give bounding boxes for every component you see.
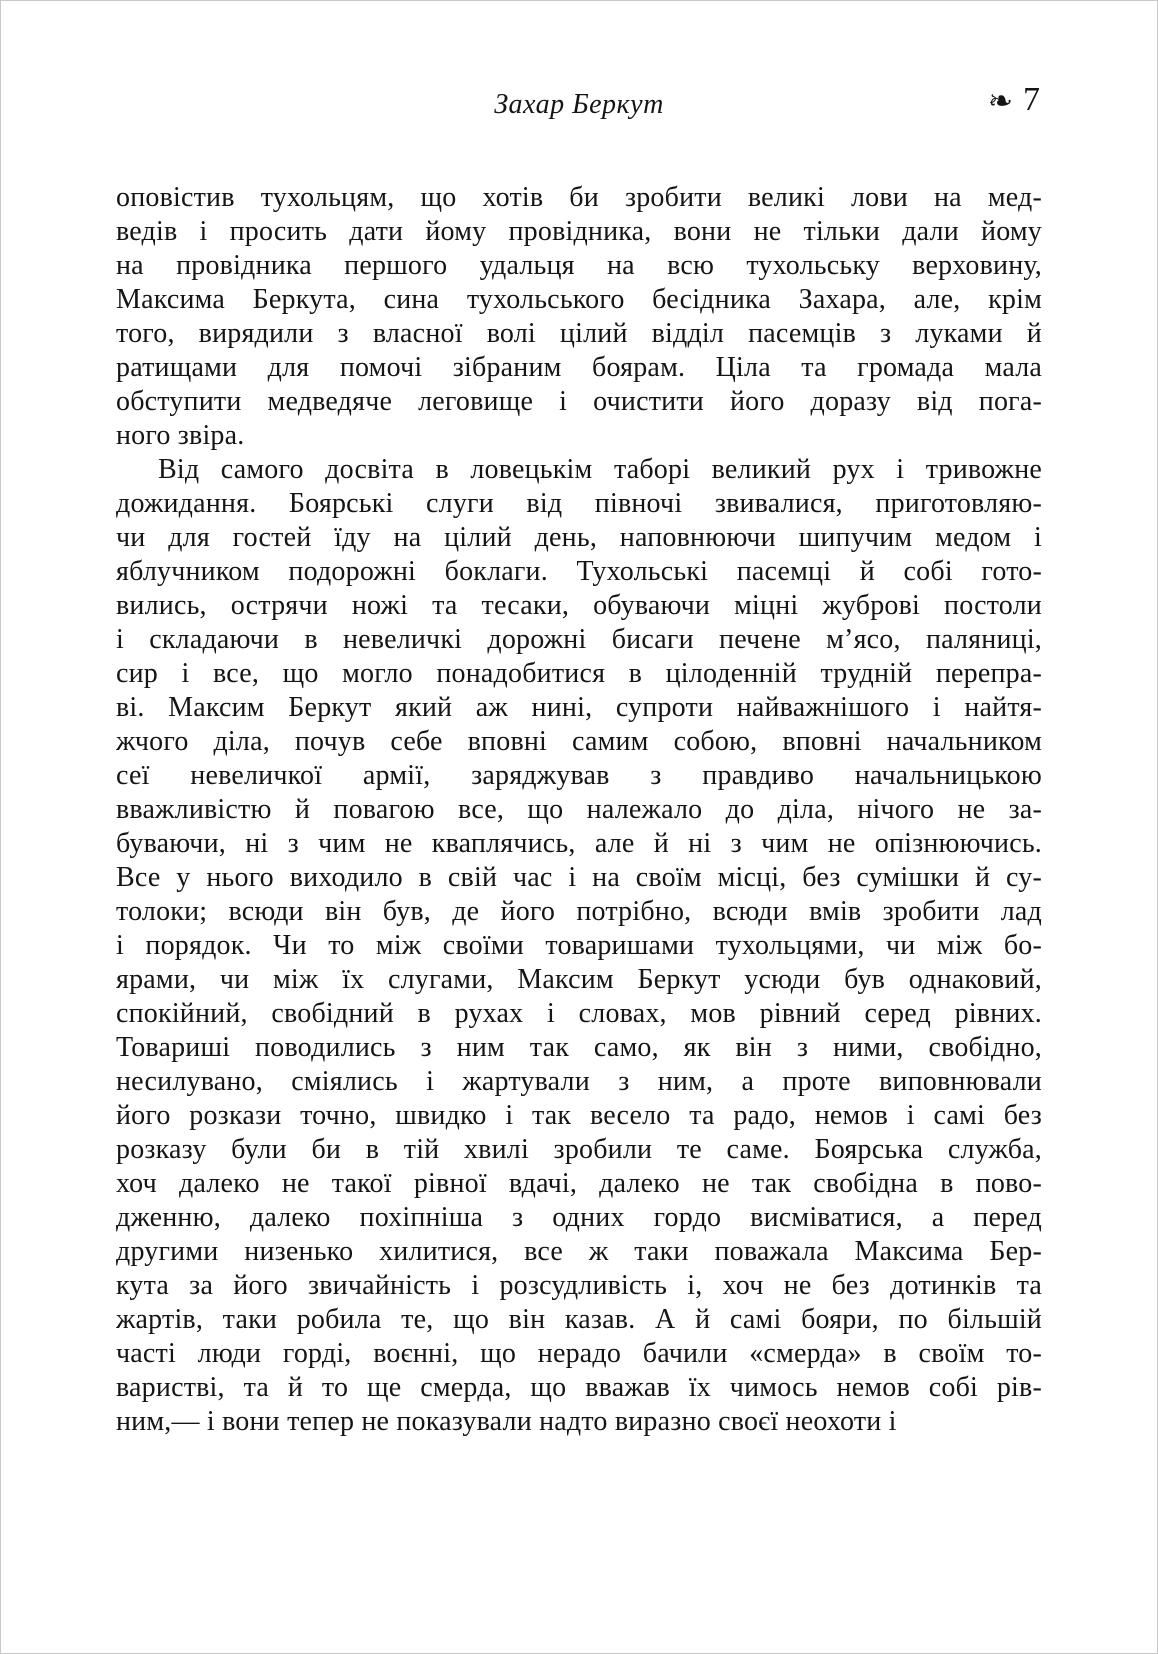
text-line: вились, острячи ножі та тесаки, обуваючи міцні жуброві постоли	[116, 590, 1042, 621]
text-line: розказу були би в тій хвилі зробили те саме. Боярська служба,	[116, 1134, 1042, 1165]
text-line: Все у нього виходило в свій час і на своїм місці, без сумішки й су-	[116, 862, 1042, 893]
floral-ornament-icon: ❧	[987, 85, 1013, 118]
text-line: варистві, та й то ще смерда, що вважав їх чимось немов собі рів-	[116, 1372, 1042, 1403]
text-line: ведів і просить дати йому провідника, вони не тільки дали йому	[116, 216, 1042, 247]
text-line: і порядок. Чи то між своїми товаришами тухольцями, чи між бо-	[116, 930, 1042, 961]
text-line: дженню, далеко похіпніша з одних гордо висміватися, а перед	[116, 1202, 1042, 1233]
running-title: Захар Беркут	[494, 89, 664, 120]
text-line: на провідника першого удальця на всю тухольську верховину,	[116, 250, 1042, 281]
text-line: того, вирядили з власної волі цілий відділ пасемців з луками й	[116, 318, 1042, 349]
text-line: сир і все, що могло понадобитися в цілоденній трудній перепра-	[116, 658, 1042, 689]
paragraph	[116, 181, 1042, 453]
text-line: ярами, чи між їх слугами, Максим Беркут усюди був однаковий,	[116, 964, 1042, 995]
text-line: другими низенько хилитися, все ж таки поважала Максима Бер-	[116, 1236, 1042, 1267]
text-line: Від самого досвіта в ловецькім таборі великий рух і тривожне	[158, 454, 1042, 485]
page-number-group	[988, 83, 1040, 117]
text-line: ного звіра.	[116, 420, 245, 451]
text-block	[116, 181, 1042, 1439]
text-line: сеї невеличкої армії, заряджував з правдиво начальницькою	[116, 760, 1042, 791]
text-line: яблучником подорожні боклаги. Тухольські пасемці й собі гото-	[116, 556, 1042, 587]
text-line: ві. Максим Беркут який аж нині, супроти найважнішого і найтя-	[116, 692, 1042, 723]
text-line: жчого діла, почув себе вповні самим собою, вповні начальником	[116, 726, 1042, 757]
text-line: вважливістю й повагою все, що належало до діла, нічого не за-	[116, 794, 1042, 825]
text-line: буваючи, ні з чим не кваплячись, але й ні з чим не опізнюючись.	[116, 828, 1042, 859]
text-line: обступити медведяче леговище і очистити його доразу від пога-	[116, 386, 1042, 417]
text-line: кута за його звичайність і розсудливість і, хоч не без дотинків та	[116, 1270, 1042, 1301]
text-line: його розкази точно, швидко і так весело та радо, немов і самі без	[116, 1100, 1042, 1131]
text-line: і складаючи в невеличкі дорожні бисаги печене м’ясо, паляниці,	[116, 624, 1042, 655]
text-line: дожидання. Боярські слуги від півночі звивалися, приготовляю-	[116, 488, 1042, 519]
text-line: Товариші поводились з ним так само, як він з ними, свобідно,	[116, 1032, 1042, 1063]
text-line: жартів, таки робила те, що він казав. А й самі бояри, по більшій	[116, 1304, 1042, 1335]
paragraph	[116, 453, 1042, 1439]
text-line: толоки; всюди він був, де його потрібно, всюди вмів зробити лад	[116, 896, 1042, 927]
page-header	[116, 81, 1042, 133]
text-line: ним,— і вони тепер не показували надто виразно своєї неохоти і	[116, 1406, 897, 1437]
text-line: часті люди горді, воєнні, що нерадо бачили «смерда» в своїм то-	[116, 1338, 1042, 1369]
text-line: оповістив тухольцям, що хотів би зробити великі лови на мед-	[116, 182, 1042, 213]
text-line: чи для гостей їду на цілий день, наповнюючи шипучим медом і	[116, 522, 1042, 553]
text-line: хоч далеко не такої рівної вдачі, далеко не так свобідна в пово-	[116, 1168, 1042, 1199]
text-line: несилувано, сміялись і жартували з ним, а проте виповнювали	[116, 1066, 1042, 1097]
text-line: ратищами для помочі зібраним боярам. Ціла та громада мала	[116, 352, 1042, 383]
text-line: спокійний, свобідний в рухах і словах, мов рівний серед рівних.	[116, 998, 1042, 1029]
page-number: 7	[1023, 81, 1040, 118]
text-line: Максима Беркута, сина тухольського бесідника Захара, але, крім	[116, 284, 1042, 315]
